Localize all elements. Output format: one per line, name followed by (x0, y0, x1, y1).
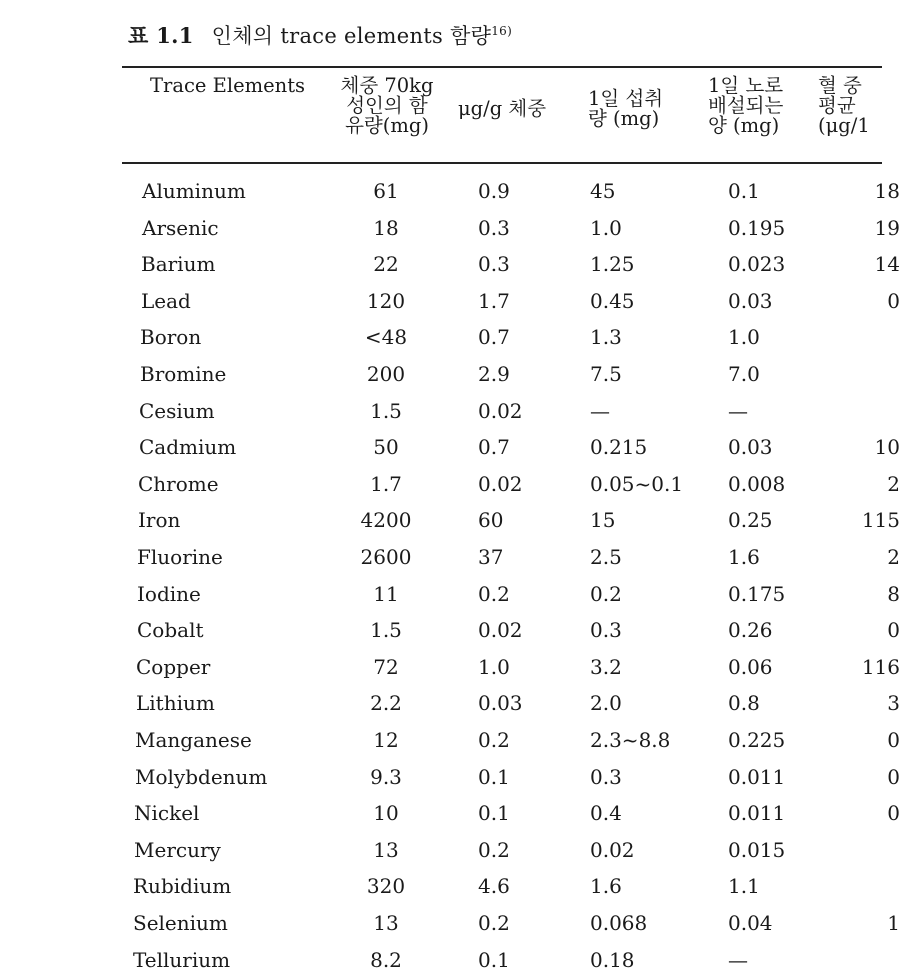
cell-element-name: Selenium (133, 911, 228, 935)
cell-body-content: 4200 (360, 508, 412, 533)
cell-element-name: Fluorine (137, 545, 223, 569)
cell-daily-intake: 0.05~0.1 (590, 471, 684, 496)
cell-body-content: 13 (373, 837, 399, 862)
cell-body-content: 1.7 (370, 471, 402, 496)
cell-daily-excretion: 0.03 (728, 435, 773, 460)
cell-daily-intake: 45 (590, 179, 616, 203)
cell-daily-excretion: 0.011 (728, 801, 786, 826)
cell-element-name: Nickel (134, 801, 200, 826)
cell-element-name: Rubidium (133, 874, 232, 899)
cell-daily-excretion: 0.25 (728, 508, 773, 533)
cell-daily-intake: 0.18 (590, 947, 635, 972)
cell-daily-excretion: 0.008 (728, 471, 786, 496)
cell-daily-intake: 0.2 (590, 581, 622, 606)
table-row (0, 214, 900, 242)
cell-per-gram: 0.7 (478, 325, 510, 350)
cell-daily-intake: — (590, 398, 610, 423)
cell-element-name: Mercury (134, 837, 221, 862)
cell-daily-intake: 15 (590, 508, 616, 533)
cell-daily-excretion: — (728, 947, 748, 972)
table-row (0, 763, 900, 791)
cell-element-name: Chrome (138, 471, 219, 496)
cell-body-content: 1.5 (370, 618, 402, 643)
cell-daily-intake: 0.4 (590, 801, 622, 826)
cell-daily-intake: 3.2 (590, 654, 622, 679)
cell-body-content: 50 (373, 435, 399, 460)
table-row (0, 323, 882, 351)
cell-body-content: 200 (366, 362, 406, 386)
cell-daily-excretion: 0.04 (728, 911, 773, 935)
cell-daily-excretion: 0.1 (728, 179, 760, 203)
cell-body-content: 13 (373, 911, 399, 935)
cell-element-name: Iron (138, 508, 181, 533)
cell-blood-average: 115 (861, 508, 900, 533)
cell-daily-intake: 1.25 (590, 252, 635, 277)
table-row (0, 872, 882, 900)
table-row (0, 543, 900, 571)
cell-daily-excretion: 0.03 (728, 288, 773, 313)
cell-per-gram: 0.7 (478, 435, 510, 460)
cell-daily-excretion: 0.06 (728, 654, 773, 679)
cell-element-name: Copper (136, 654, 211, 679)
cell-per-gram: 0.9 (478, 179, 510, 203)
cell-blood-average: 0 (887, 728, 900, 752)
cell-daily-intake: 0.215 (590, 435, 648, 460)
cell-blood-average: 2 (887, 471, 900, 496)
table-top-rule (122, 66, 882, 68)
cell-per-gram: 0.02 (478, 618, 523, 643)
cell-per-gram: 0.3 (478, 215, 510, 240)
cell-daily-intake: 1.0 (590, 215, 622, 240)
table-row (0, 726, 900, 754)
table-caption-reference: 16) (491, 24, 513, 38)
table-row (0, 360, 882, 388)
cell-element-name: Cobalt (137, 618, 204, 643)
table-row (0, 506, 900, 534)
header-daily-intake: 1일 섭취 량 (mg) (588, 87, 664, 130)
cell-element-name: Aluminum (142, 179, 246, 203)
table-caption (128, 20, 512, 50)
cell-per-gram: 0.2 (478, 911, 510, 935)
cell-daily-intake: 0.068 (590, 911, 648, 935)
table-row (0, 836, 882, 864)
table-row (0, 616, 900, 644)
cell-body-content: 2600 (360, 545, 412, 569)
cell-per-gram: 37 (478, 545, 504, 569)
table-caption-label: 표 1.1 (128, 23, 194, 48)
cell-element-name: Lithium (136, 691, 215, 716)
cell-daily-intake: 0.02 (590, 837, 635, 862)
cell-blood-average: 0 (887, 801, 900, 826)
cell-per-gram: 4.6 (478, 874, 510, 899)
cell-body-content: 72 (373, 654, 399, 679)
cell-daily-intake: 0.45 (590, 288, 635, 313)
cell-body-content: 18 (373, 215, 399, 240)
cell-element-name: Lead (141, 288, 191, 313)
cell-element-name: Manganese (135, 728, 252, 752)
cell-per-gram: 2.9 (478, 362, 510, 386)
cell-per-gram: 1.7 (478, 288, 510, 313)
header-blood-average: 혈 중 평균 (μg/1 (818, 74, 870, 137)
cell-per-gram: 0.3 (478, 252, 510, 277)
table-row (0, 946, 882, 974)
cell-per-gram: 0.1 (478, 764, 510, 789)
cell-daily-excretion: — (728, 398, 748, 423)
cell-daily-excretion: 7.0 (728, 362, 760, 386)
cell-per-gram: 60 (478, 508, 504, 533)
cell-blood-average: 0 (887, 288, 900, 313)
cell-daily-intake: 2.5 (590, 545, 622, 569)
cell-body-content: 10 (373, 801, 399, 826)
cell-body-content: 8.2 (370, 947, 402, 972)
table-caption-title: 인체의 trace elements 함량 (211, 24, 492, 48)
cell-element-name: Molybdenum (135, 764, 268, 789)
cell-daily-excretion: 1.6 (728, 545, 760, 569)
header-trace-elements: Trace Elements (150, 74, 306, 97)
cell-element-name: Cadmium (139, 435, 237, 460)
cell-body-content: 22 (373, 252, 399, 277)
cell-blood-average: 0 (887, 764, 900, 789)
cell-element-name: Arsenic (142, 215, 219, 240)
cell-blood-average: 14 (874, 252, 900, 277)
cell-element-name: Tellurium (133, 947, 231, 972)
table-row (0, 287, 900, 315)
cell-body-content: 120 (366, 288, 406, 313)
cell-per-gram: 0.1 (478, 947, 510, 972)
cell-daily-excretion: 0.023 (728, 252, 786, 277)
cell-per-gram: 0.03 (478, 691, 523, 716)
table-header-rule (122, 162, 882, 164)
cell-daily-intake: 7.5 (590, 362, 622, 386)
cell-body-content: 11 (373, 581, 399, 606)
cell-per-gram: 0.2 (478, 837, 510, 862)
table-row (0, 433, 900, 461)
cell-element-name: Boron (140, 325, 202, 350)
cell-blood-average: 3 (887, 691, 900, 716)
cell-body-content: 2.2 (370, 691, 402, 716)
cell-per-gram: 0.2 (478, 581, 510, 606)
cell-body-content: <48 (364, 325, 408, 350)
cell-daily-excretion: 1.0 (728, 325, 760, 350)
cell-daily-excretion: 0.195 (728, 215, 786, 240)
cell-blood-average: 19 (874, 215, 900, 240)
cell-daily-excretion: 1.1 (728, 874, 760, 899)
cell-body-content: 9.3 (370, 764, 402, 789)
cell-blood-average: 10 (874, 435, 900, 460)
cell-daily-excretion: 0.011 (728, 764, 786, 789)
cell-daily-intake: 1.3 (590, 325, 622, 350)
header-per-gram: μg/g 체중 (458, 97, 547, 120)
cell-element-name: Bromine (140, 362, 227, 386)
header-body-content: 체중 70kg 성인의 함 유량(mg) (340, 74, 434, 137)
cell-per-gram: 0.1 (478, 801, 510, 826)
table-row (0, 580, 900, 608)
cell-daily-excretion: 0.175 (728, 581, 786, 606)
table-row (0, 397, 882, 425)
cell-blood-average: 8 (887, 581, 900, 606)
cell-daily-intake: 1.6 (590, 874, 622, 899)
table-row (0, 689, 900, 717)
table-row (0, 177, 900, 205)
table-row (0, 653, 900, 681)
cell-per-gram: 1.0 (478, 654, 510, 679)
table-row (0, 250, 900, 278)
cell-daily-intake: 2.3~8.8 (590, 728, 671, 752)
cell-daily-excretion: 0.26 (728, 618, 773, 643)
cell-blood-average: 116 (861, 654, 900, 679)
cell-per-gram: 0.2 (478, 728, 510, 752)
cell-per-gram: 0.02 (478, 398, 523, 423)
table-row (0, 470, 900, 498)
table-row (0, 909, 900, 937)
cell-body-content: 320 (366, 874, 406, 899)
cell-element-name: Cesium (139, 398, 215, 423)
cell-blood-average: 18 (874, 179, 900, 203)
cell-daily-excretion: 0.015 (728, 837, 786, 862)
cell-daily-excretion: 0.8 (728, 691, 760, 716)
cell-body-content: 61 (373, 179, 399, 203)
header-daily-excretion: 1일 노로 배설되는 양 (mg) (708, 74, 784, 137)
cell-daily-intake: 0.3 (590, 618, 622, 643)
cell-blood-average: 2 (887, 545, 900, 569)
cell-element-name: Barium (141, 252, 216, 277)
cell-body-content: 12 (373, 728, 399, 752)
cell-body-content: 1.5 (370, 398, 402, 423)
table-row (0, 799, 900, 827)
cell-element-name: Iodine (137, 581, 201, 606)
cell-blood-average: 1 (887, 911, 900, 935)
cell-daily-intake: 2.0 (590, 691, 622, 716)
cell-blood-average: 0 (887, 618, 900, 643)
cell-per-gram: 0.02 (478, 471, 523, 496)
cell-daily-excretion: 0.225 (728, 728, 786, 752)
cell-daily-intake: 0.3 (590, 764, 622, 789)
